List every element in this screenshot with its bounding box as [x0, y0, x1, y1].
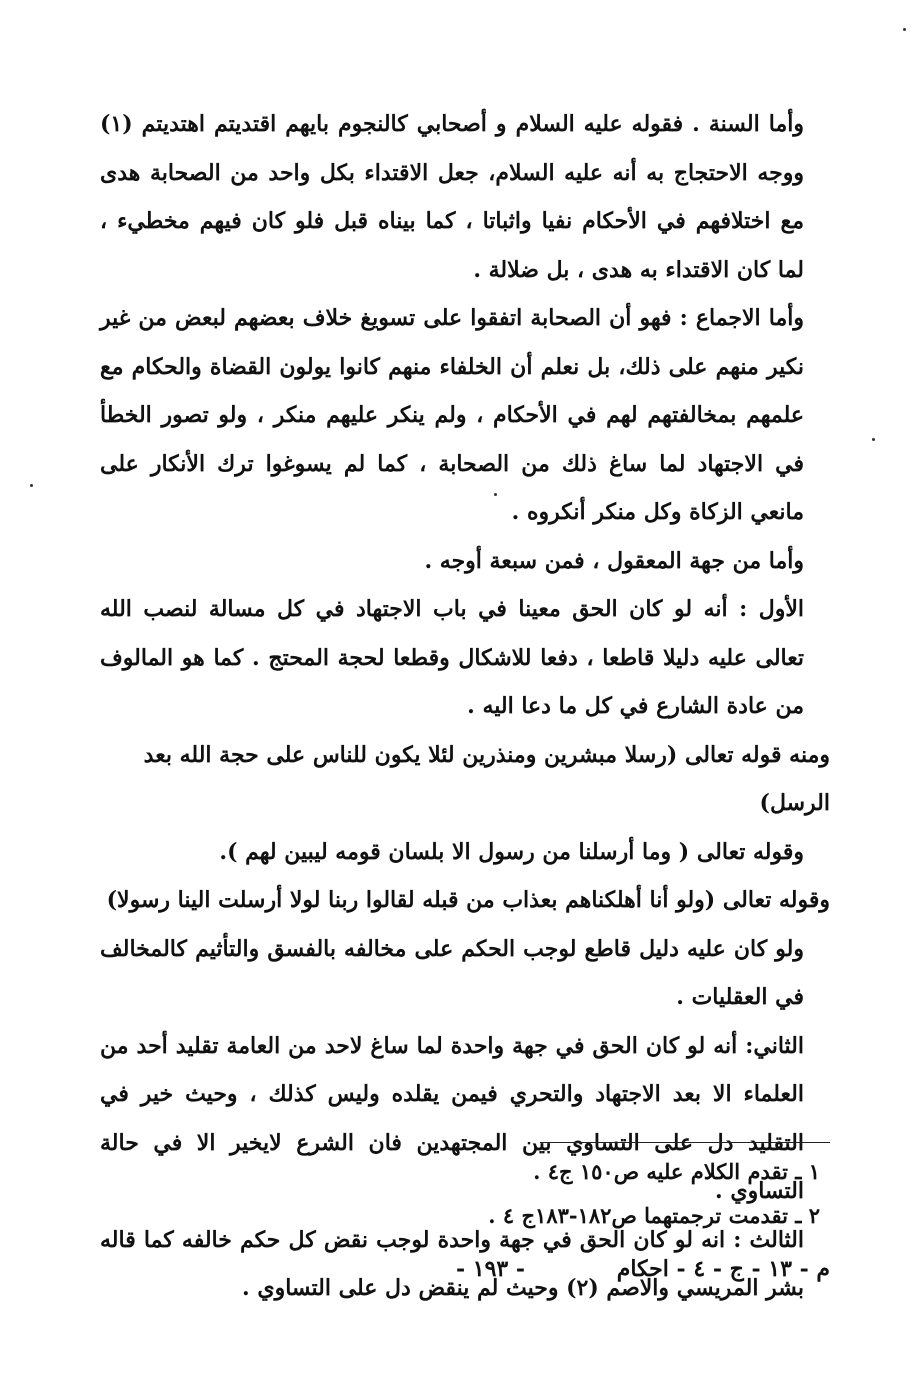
scan-speck: [903, 28, 906, 31]
scan-speck: [494, 493, 497, 496]
main-text: [100, 100, 830, 1313]
scan-speck: [30, 484, 33, 487]
paragraph-first-reason: الأول : أنه لو كان الحق معينا في باب الاجتهاد في كل مسالة لنصب الله تعالى عليه دليلا قاطعا ، دفعا للاشكال وقطعا لحجة المحتج . كما هو المالوف من عادة الشارع في كل ما دعا اليه .: [100, 596, 804, 719]
quran-quote-3: وقوله تعالى (ولو أنا أهلكناهم بعذاب من قبله لقالوا ربنا لولا أرسلت الينا رسولا): [106, 887, 830, 913]
page-footer: [100, 1256, 830, 1296]
quran-quote-2: وقوله تعالى ( وما أرسلنا من رسول الا بلسان قومه ليبين لهم ).: [219, 838, 804, 865]
paragraph-third-reason: الثالث : انه لو كان الحق في جهة واحدة لوجب نقض كل حكم خالفه كما قاله بشر المريسي والاصم (٢) وحيث لم ينقض دل على التساوي .: [100, 1226, 804, 1301]
page-number: - ١٩٣ -: [455, 1256, 525, 1282]
printer-signature: م - ١٣ - ج - ٤ - احكام: [616, 1256, 830, 1282]
scan-speck: [872, 438, 875, 441]
footnote-2: ٢ ـ تقدمت ترجمتهما ص١٨٢-١٨٣ج ٤ .: [488, 1203, 820, 1228]
footnote-1: ١ ـ تقدم الكلام عليه ص١٥٠ ج٤ .: [533, 1159, 820, 1184]
quran-quote-1: ومنه قوله تعالى (رسلا مبشرين ومنذرين لئلا يكون للناس على حجة الله بعد الرسل): [143, 741, 830, 816]
paragraph-second-reason: الثاني: أنه لو كان الحق في جهة واحدة لما ساغ لاحد من العامة تقليد أحد من العلماء الا بعد الاجتهاد والتحري فيمن يقلده وليس كذلك ، وحيث خير في التقليد دل على التساوي بين المجتهدين فان الشرع لايخير الا في حالة التساوي .: [100, 1032, 804, 1204]
paragraph-reason-intro: وأما من جهة المعقول ، فمن سبعة أوجه .: [424, 547, 804, 574]
paragraph-ijma: وأما الاجماع : فهو أن الصحابة اتفقوا على تسويغ خلاف بعضهم لبعض من غير نكير منهم على ذلك، بل نعلم أن الخلفاء منهم كانوا يولون القضاة والحكام مع علمهم بمخالفتهم لهم في الأحكام ، ولم ينكر عليهم منكر ، ولو تصور الخطأ في الاجتهاد لما ساغ ذلك من الصحابة ، كما لم يسوغوا ترك الأنكار على مانعي الزكاة وكل منكر أنكروه .: [100, 305, 804, 525]
paragraph-sunnah: وأما السنة . فقوله عليه السلام و أصحابي كالنجوم بايهم اقتديتم اهتديتم (١) ووجه الاحتجاج به أنه عليه السلام، جعل الاقتداء بكل واحد من الصحابة هدى مع اختلافهم في الأحكام نفيا واثباتا ، كما بيناه قبل فلو كان فيهم مخطيء ، لما كان الاقتداء به هدى ، بل ضلالة .: [100, 111, 804, 283]
footnote-divider: [540, 1142, 830, 1143]
paragraph-definitive-proof: ولو كان عليه دليل قاطع لوجب الحكم على مخالفه بالفسق والتأثيم كالمخالف في العقليات .: [100, 935, 804, 1010]
footnotes: [100, 1150, 830, 1238]
